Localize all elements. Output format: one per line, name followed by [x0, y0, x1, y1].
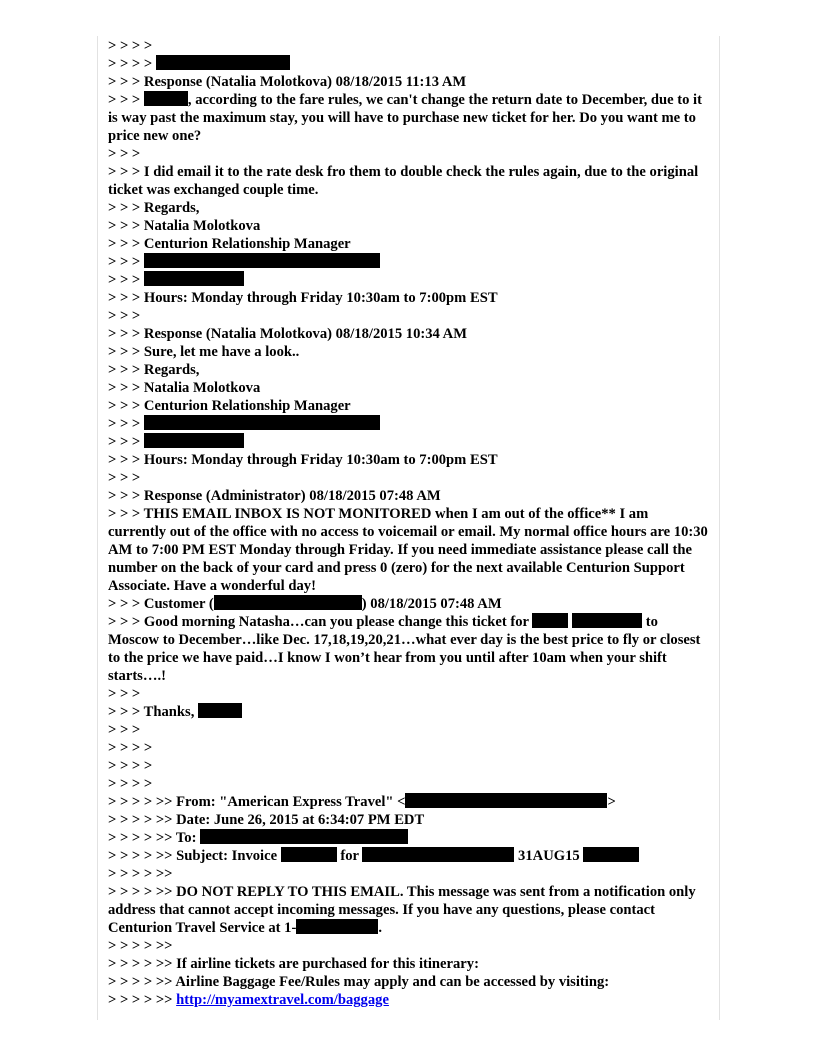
email-thread	[108, 37, 711, 1009]
redaction	[144, 415, 380, 430]
redaction	[583, 847, 639, 862]
email-from: > > > > >> From: "American Express Travel" < >	[108, 794, 616, 810]
customer-thanks: > > > Thanks,	[108, 703, 708, 721]
signature-regards: > > > Regards,	[108, 200, 200, 216]
redaction	[281, 847, 337, 862]
baggage-link[interactable]: http://myamextravel.com/baggage	[176, 992, 389, 1008]
quote-line: > > >	[108, 722, 141, 738]
customer-message: > > > Good morning Natasha…can you please change this ticket for to Moscow to December…like Dec. 17,18,19,20,21…what ever day is the best price to fly or closest to the price we have paid…I know I won’t hear from you until after 10am when your shift starts….!	[108, 614, 705, 684]
quote-line: > > > > >>	[108, 938, 173, 954]
response-header: > > > Response (Natalia Molotkova) 08/18/2015 11:13 AM	[108, 74, 467, 90]
signature-hours: > > > Hours: Monday through Friday 10:30am to 7:00pm EST	[108, 452, 498, 468]
email-date: > > > > >> Date: June 26, 2015 at 6:34:07 PM EDT	[108, 812, 425, 828]
signature-title: > > > Centurion Relationship Manager	[108, 398, 351, 414]
response-body: > > > , according to the fare rules, we can't change the return date to December, due to it is way past the maximum stay, you will have to purchase new ticket for her. Do you want me to price new one?	[108, 92, 706, 144]
quote-line: > > > > >>	[108, 866, 173, 882]
quote-line: > > >	[108, 415, 708, 433]
baggage-link-line: > > > > >> http://myamextravel.com/baggage	[108, 992, 389, 1008]
quote-line: > > > >	[108, 776, 153, 792]
redaction	[200, 829, 408, 844]
quote-line: > > >	[108, 433, 708, 451]
quote-line: > > >	[108, 253, 708, 271]
quote-line: > > > >	[108, 740, 153, 756]
redaction	[144, 253, 380, 268]
response-header: > > > Response (Natalia Molotkova) 08/18/2015 10:34 AM	[108, 326, 467, 342]
response-body: > > > Sure, let me have a look..	[108, 344, 300, 360]
signature-name: > > > Natalia Molotkova	[108, 218, 261, 234]
page-border-right	[719, 36, 720, 1020]
quote-line: > > >	[108, 470, 141, 486]
redaction	[144, 433, 244, 448]
redaction	[362, 847, 514, 862]
redaction	[405, 793, 607, 808]
quote-line: > > > >	[108, 758, 153, 774]
baggage-note: > > > > >> Airline Baggage Fee/Rules may apply and can be accessed by visiting:	[108, 974, 610, 990]
customer-header: > > > Customer ( ) 08/18/2015 07:48 AM	[108, 596, 502, 612]
signature-regards: > > > Regards,	[108, 362, 200, 378]
redaction	[532, 613, 568, 628]
quote-line: > > >	[108, 308, 141, 324]
page-border-left	[97, 36, 98, 1020]
signature-name: > > > Natalia Molotkova	[108, 380, 261, 396]
airline-note: > > > > >> If airline tickets are purchased for this itinerary:	[108, 956, 479, 972]
email-subject: > > > > >> Subject: Invoice for 31AUG15	[108, 847, 708, 865]
quote-line: > > >	[108, 686, 141, 702]
redaction	[144, 271, 244, 286]
redaction	[156, 55, 290, 70]
noreply-notice: > > > > >> DO NOT REPLY TO THIS EMAIL. This message was sent from a notification only address that cannot accept incoming messages. If you have any questions, please contact Centurion Travel Service at 1- .	[108, 884, 700, 936]
redaction	[296, 919, 378, 934]
redaction	[214, 595, 362, 610]
redaction	[144, 91, 188, 106]
quote-line: > > > >	[108, 38, 153, 54]
redaction	[572, 613, 642, 628]
quote-line: > > > >	[108, 55, 708, 73]
signature-hours: > > > Hours: Monday through Friday 10:30am to 7:00pm EST	[108, 290, 498, 306]
response-header: > > > Response (Administrator) 08/18/2015 07:48 AM	[108, 488, 441, 504]
redaction	[198, 703, 242, 718]
quote-line: > > >	[108, 146, 141, 162]
signature-title: > > > Centurion Relationship Manager	[108, 236, 351, 252]
email-to: > > > > >> To:	[108, 829, 708, 847]
response-body: > > > I did email it to the rate desk fro them to double check the rules again, due to the original ticket was exchanged couple time.	[108, 164, 702, 198]
quote-line: > > >	[108, 271, 708, 289]
response-body: > > > THIS EMAIL INBOX IS NOT MONITORED when I am out of the office** I am currently out of the office with no access to voicemail or email. My normal office hours are 10:30 AM to 7:00 PM EST Monday through Friday. If you need immediate assistance please call the number on the back of your card and press 0 (zero) for the next available Centurion Support Associate. Have a wonderful day!	[108, 506, 711, 594]
